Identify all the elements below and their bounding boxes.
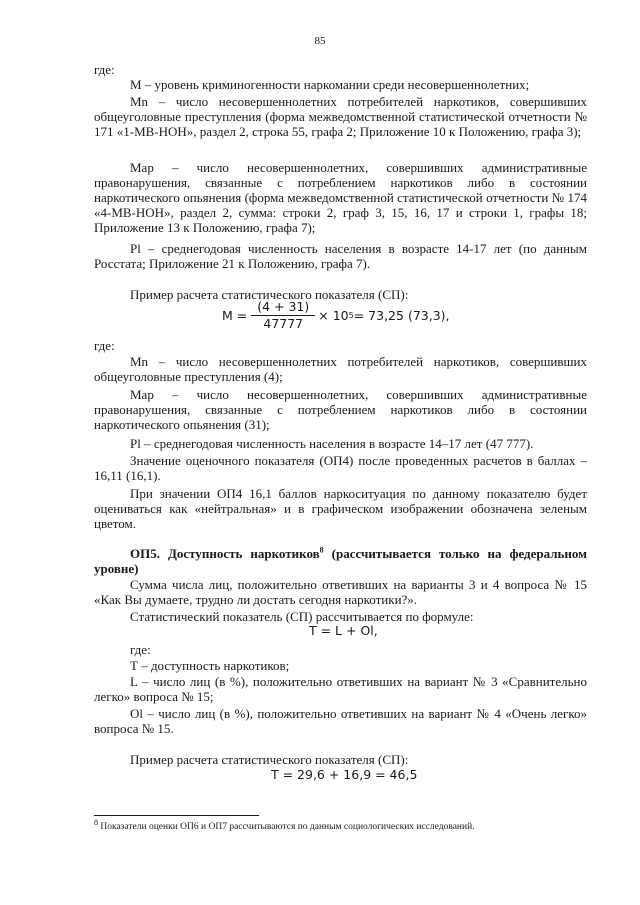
fraction-denominator: 47777 [263, 316, 304, 331]
formula-times: × 10 [318, 308, 349, 323]
gde-label-2: где: [94, 338, 115, 353]
footnote [94, 817, 587, 833]
footnote-divider [94, 815, 259, 816]
m-definition: М – уровень криминогенности наркомании среди несовершеннолетних; [130, 77, 530, 92]
formula-fraction [251, 300, 315, 331]
ol-definition: Ol – число лиц (в %), положительно ответивших на вариант № 4 «Очень легко» вопроса № 15. [94, 706, 587, 736]
t-definition: Т – доступность наркотиков; [130, 658, 290, 673]
op5-heading-title: ОП5. Доступность наркотиков [130, 546, 320, 561]
op5-example-intro: Пример расчета статистического показателя (СП): [130, 752, 409, 767]
formula-result: = 73,25 (73,3), [353, 308, 450, 323]
op4-conclusion: При значении ОП4 16,1 баллов наркоситуация по данному показателю будет оцениваться как «нейтральная» и в графическом изображении обозначена зеленым цветом. [94, 486, 587, 531]
op4-score-text: Значение оценочного показателя (ОП4) после проведенных расчетов в баллах – 16,11 (16,1). [94, 453, 587, 483]
pl-example-definition: Pl – среднегодовая численность населения в возрасте 14–17 лет (47 777). [130, 436, 534, 451]
footnote-marker: 8 [94, 817, 98, 827]
map-definition: Map – число несовершеннолетних, совершивших административные правонарушения, связанные с потреблением наркотиков либо в состоянии наркотического опьянения (форма межведомственной статистической отчетности № 174 «4-МВ-НОН», раздел 2, сумма: строки 2, граф 3, 15, 16, 17 и строки 1, графы 18; Приложение 13 к Положению, графа 7); [94, 160, 587, 235]
op5-example-formula: T = 29,6 + 16,9 = 46,5 [271, 767, 418, 782]
op5-formula-intro: Статистический показатель (СП) рассчитывается по формуле: [130, 609, 474, 624]
example-intro: Пример расчета статистического показателя (СП): [130, 287, 409, 302]
op5-heading [94, 546, 587, 576]
fraction-numerator: (4 + 31) [251, 300, 315, 316]
mn-example-definition: Mn – число несовершеннолетних потребителей наркотиков, совершивших общеуголовные преступления (4); [94, 354, 587, 384]
op5-formula: T = L + Ol, [309, 623, 378, 638]
gde-label-3: где: [130, 642, 151, 657]
page-number: 85 [314, 35, 326, 47]
pl-definition: Pl – среднегодовая численность населения в возрасте 14-17 лет (по данным Росстата; Приложение 21 к Положению, графа 7). [94, 241, 587, 271]
footnote-text: Показатели оценки ОП6 и ОП7 рассчитываются по данным социологических исследований. [98, 822, 475, 832]
formula-lhs: M = [222, 308, 248, 323]
op5-footnote-ref: 8 [319, 545, 324, 555]
example-formula-m: M = $\frac{(4 + 31)}{47777}$ × 10 5 = 73,25 (73,3), [222, 299, 450, 331]
gde-label: где: [94, 62, 115, 77]
map-example-definition: Map – число несовершеннолетних, совершивших административные правонарушения, связанные с потреблением наркотиков либо в состоянии наркотического опьянения (31); [94, 387, 587, 432]
l-definition: L – число лиц (в %), положительно ответивших на вариант № 3 «Сравнительно легко» вопроса № 15; [94, 674, 587, 704]
mn-definition: Mn – число несовершеннолетних потребителей наркотиков, совершивших общеуголовные преступления (форма межведомственной статистической отчетности № 171 «1-МВ-НОН», раздел 2, строка 55, графа 2; Приложение 10 к Положению, графа 3); [94, 94, 587, 139]
op5-sum-text: Сумма числа лиц, положительно ответивших на варианты 3 и 4 вопроса № 15 «Как Вы думаете, трудно ли достать сегодня наркотики?». [94, 577, 587, 607]
op5-heading-scope: (рассчитывается только на федеральном уровне) [94, 546, 588, 576]
